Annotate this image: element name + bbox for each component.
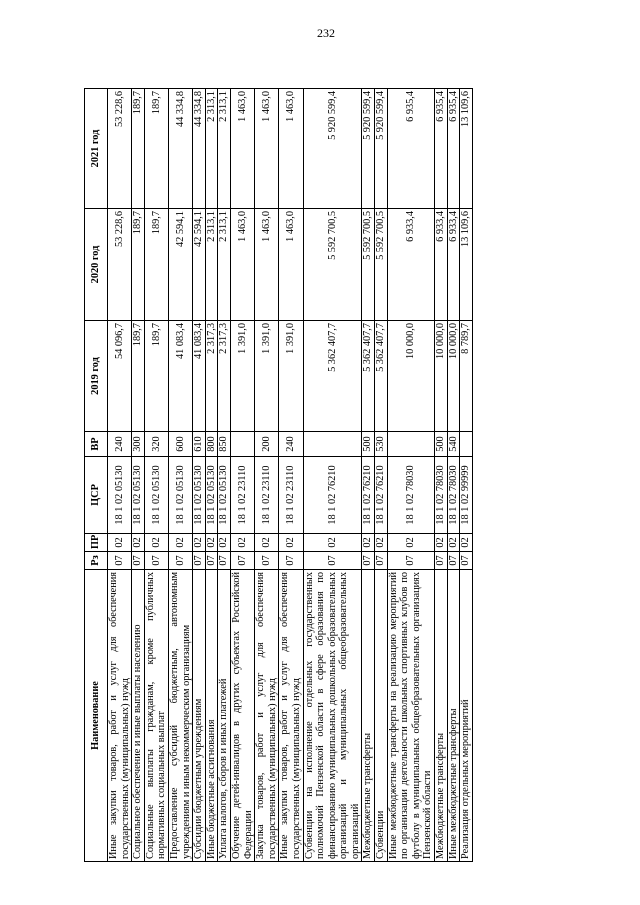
row-rz: 07 [205, 552, 218, 570]
table-row [168, 89, 192, 862]
row-2020: 189,7 [132, 209, 145, 321]
row-2021: 6 935,4 [387, 89, 434, 209]
row-vr [303, 432, 362, 457]
row-name: Субвенции [375, 570, 388, 862]
row-name: Субвенции на исполнение отдельных государственных полномочий Пензенской области в сфере образования по финансированию муниципальных дошкольных образовательных организаций и муниципальных общеобразовательных организаций [303, 570, 362, 862]
row-2020: 53 228,6 [108, 209, 132, 321]
row-vr: 600 [168, 432, 192, 457]
table-row [132, 89, 145, 862]
row-csr: 18 1 02 05130 [205, 457, 218, 534]
row-rz: 07 [218, 552, 231, 570]
row-pr: 02 [255, 534, 279, 552]
table-row [144, 89, 168, 862]
table-header-row [85, 89, 108, 862]
row-2020: 6 933,4 [387, 209, 434, 321]
row-csr: 18 1 02 76210 [362, 457, 375, 534]
row-rz: 07 [230, 552, 254, 570]
table-row [279, 89, 303, 862]
row-2020: 2 313,1 [218, 209, 231, 321]
row-2019: 1 391,0 [230, 321, 254, 432]
row-name: Социальное обеспечение и иные выплаты населению [132, 570, 145, 862]
row-pr: 02 [168, 534, 192, 552]
table-row [435, 89, 448, 862]
table-row [230, 89, 254, 862]
row-2020: 6 933,4 [447, 209, 460, 321]
row-2021: 5 920 599,4 [362, 89, 375, 209]
row-rz: 07 [168, 552, 192, 570]
row-2020: 1 463,0 [279, 209, 303, 321]
row-2019: 2 317,3 [205, 321, 218, 432]
row-rz: 07 [132, 552, 145, 570]
row-vr: 500 [435, 432, 448, 457]
row-2019: 10 000,0 [387, 321, 434, 432]
header-name: Наименование [85, 570, 108, 862]
row-pr: 02 [375, 534, 388, 552]
row-pr: 02 [193, 534, 206, 552]
row-csr: 18 1 02 76210 [375, 457, 388, 534]
row-2019: 10 000,0 [435, 321, 448, 432]
row-2021: 2 313,1 [205, 89, 218, 209]
row-name: Иные межбюджетные трансферты [447, 570, 460, 862]
row-name: Закупка товаров, работ и услуг для обеспечения государственных (муниципальных) нужд [255, 570, 279, 862]
row-csr: 18 1 02 05130 [144, 457, 168, 534]
row-vr: 320 [144, 432, 168, 457]
row-vr: 500 [362, 432, 375, 457]
header-2019: 2019 год [85, 321, 108, 432]
header-csr: ЦСР [85, 457, 108, 534]
row-pr: 02 [144, 534, 168, 552]
row-2019: 189,7 [132, 321, 145, 432]
row-2021: 189,7 [132, 89, 145, 209]
row-csr: 18 1 02 23110 [279, 457, 303, 534]
row-name: Обучение детей-инвалидов в других субъектах Российской Федерации [230, 570, 254, 862]
row-2020: 5 592 700,5 [362, 209, 375, 321]
table-row [218, 89, 231, 862]
row-rz: 07 [362, 552, 375, 570]
row-vr: 530 [375, 432, 388, 457]
row-rz: 07 [303, 552, 362, 570]
header-pr: ПР [85, 534, 108, 552]
row-2019: 2 317,3 [218, 321, 231, 432]
row-2021: 1 463,0 [279, 89, 303, 209]
row-2021: 53 228,6 [108, 89, 132, 209]
row-2020: 5 592 700,5 [375, 209, 388, 321]
header-rz: Рз [85, 552, 108, 570]
row-2020: 1 463,0 [230, 209, 254, 321]
row-2019: 5 362 407,7 [362, 321, 375, 432]
row-vr: 200 [255, 432, 279, 457]
row-2020: 2 313,1 [205, 209, 218, 321]
table-row [387, 89, 434, 862]
row-2020: 42 594,1 [168, 209, 192, 321]
row-pr: 02 [108, 534, 132, 552]
row-rz: 07 [279, 552, 303, 570]
row-name: Уплата налогов, сборов и иных платежей [218, 570, 231, 862]
row-vr [387, 432, 434, 457]
row-vr [460, 432, 473, 457]
row-2019: 41 083,4 [168, 321, 192, 432]
row-2019: 189,7 [144, 321, 168, 432]
row-vr: 300 [132, 432, 145, 457]
row-pr: 02 [303, 534, 362, 552]
row-vr [230, 432, 254, 457]
row-name: Субсидии бюджетным учреждениям [193, 570, 206, 862]
row-2019: 1 391,0 [255, 321, 279, 432]
row-rz: 07 [255, 552, 279, 570]
row-name: Иные межбюджетные трансферты на реализацию мероприятий по организации деятельности школьных спортивных клубов по футболу в муниципальных общеобразовательных организациях Пензенской области [387, 570, 434, 862]
row-pr: 02 [230, 534, 254, 552]
row-2021: 6 935,4 [435, 89, 448, 209]
row-name: Иные закупки товаров, работ и услуг для обеспечения государственных (муниципальных) нужд [108, 570, 132, 862]
row-rz: 07 [375, 552, 388, 570]
header-vr: ВР [85, 432, 108, 457]
row-csr: 18 1 02 05130 [168, 457, 192, 534]
row-name: Предоставление субсидий бюджетным, автономным учреждениям и иным некоммерческим организациям [168, 570, 192, 862]
row-2020: 13 109,6 [460, 209, 473, 321]
row-csr: 18 1 02 99999 [460, 457, 473, 534]
row-2020: 5 592 700,5 [303, 209, 362, 321]
table-row [193, 89, 206, 862]
row-pr: 02 [132, 534, 145, 552]
row-2021: 5 920 599,4 [375, 89, 388, 209]
row-2019: 41 083,4 [193, 321, 206, 432]
header-2021: 2021 год [85, 89, 108, 209]
row-name: Межбюджетные трансферты [362, 570, 375, 862]
row-csr: 18 1 02 23110 [230, 457, 254, 534]
row-2021: 13 109,6 [460, 89, 473, 209]
table-row [108, 89, 132, 862]
row-vr: 850 [218, 432, 231, 457]
row-2021: 44 334,8 [193, 89, 206, 209]
header-2020: 2020 год [85, 209, 108, 321]
row-csr: 18 1 02 76210 [303, 457, 362, 534]
row-pr: 02 [218, 534, 231, 552]
row-2019: 10 000,0 [447, 321, 460, 432]
row-name: Межбюджетные трансферты [435, 570, 448, 862]
table-row [205, 89, 218, 862]
row-2021: 6 935,4 [447, 89, 460, 209]
table-row [460, 89, 473, 862]
row-csr: 18 1 02 23110 [255, 457, 279, 534]
row-rz: 07 [435, 552, 448, 570]
row-csr: 18 1 02 05130 [132, 457, 145, 534]
table-row [255, 89, 279, 862]
row-vr: 540 [447, 432, 460, 457]
row-vr: 240 [108, 432, 132, 457]
row-2021: 1 463,0 [230, 89, 254, 209]
row-csr: 18 1 02 78030 [447, 457, 460, 534]
row-2019: 1 391,0 [279, 321, 303, 432]
row-2019: 54 096,7 [108, 321, 132, 432]
row-pr: 02 [205, 534, 218, 552]
row-vr: 240 [279, 432, 303, 457]
row-2019: 8 789,7 [460, 321, 473, 432]
row-pr: 02 [460, 534, 473, 552]
row-csr: 18 1 02 05130 [218, 457, 231, 534]
row-2021: 189,7 [144, 89, 168, 209]
row-2019: 5 362 407,7 [303, 321, 362, 432]
row-name: Реализация отдельных мероприятий [460, 570, 473, 862]
row-name: Социальные выплаты гражданам, кроме публичных нормативных социальных выплат [144, 570, 168, 862]
row-csr: 18 1 02 05130 [193, 457, 206, 534]
row-rz: 07 [387, 552, 434, 570]
table-row [447, 89, 460, 862]
row-pr: 02 [387, 534, 434, 552]
row-pr: 02 [447, 534, 460, 552]
table-row [303, 89, 362, 862]
row-csr: 18 1 02 78030 [435, 457, 448, 534]
row-pr: 02 [279, 534, 303, 552]
row-name: Иные закупки товаров, работ и услуг для обеспечения государственных (муниципальных) нужд [279, 570, 303, 862]
row-2020: 189,7 [144, 209, 168, 321]
rotated-table-container [84, 89, 555, 862]
row-2020: 42 594,1 [193, 209, 206, 321]
row-rz: 07 [144, 552, 168, 570]
row-2019: 5 362 407,7 [375, 321, 388, 432]
row-csr: 18 1 02 78030 [387, 457, 434, 534]
row-2021: 5 920 599,4 [303, 89, 362, 209]
row-rz: 07 [447, 552, 460, 570]
row-rz: 07 [193, 552, 206, 570]
row-2021: 2 313,1 [218, 89, 231, 209]
row-csr: 18 1 02 05130 [108, 457, 132, 534]
row-vr: 800 [205, 432, 218, 457]
row-2020: 1 463,0 [255, 209, 279, 321]
table-row [362, 89, 375, 862]
row-rz: 07 [108, 552, 132, 570]
row-name: Иные бюджетные ассигнования [205, 570, 218, 862]
row-2021: 44 334,8 [168, 89, 192, 209]
row-2020: 6 933,4 [435, 209, 448, 321]
table-row [375, 89, 388, 862]
budget-table [84, 88, 473, 862]
row-pr: 02 [435, 534, 448, 552]
row-2021: 1 463,0 [255, 89, 279, 209]
row-pr: 02 [362, 534, 375, 552]
row-vr: 610 [193, 432, 206, 457]
page-number: 232 [317, 26, 335, 40]
row-rz: 07 [460, 552, 473, 570]
